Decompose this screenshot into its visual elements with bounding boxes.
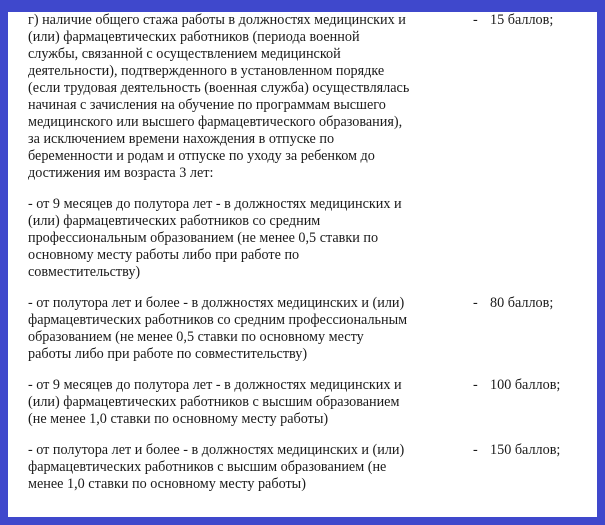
criterion-text-line: работы либо при работе по совместительству) [28, 346, 308, 362]
score-value [473, 377, 560, 394]
criterion-item [28, 442, 593, 493]
criterion-text-line: профессиональным образованием (не менее 0,5 ставки по [28, 230, 379, 246]
criterion-item [28, 377, 593, 428]
criterion-text-line: (не менее 1,0 ставки по основному месту работы) [28, 411, 329, 427]
criterion-text-line: образованием (не менее 0,5 ставки по основному месту [28, 329, 364, 345]
score-dash: - [473, 12, 478, 28]
criterion-text-line: - от полутора лет и более - в должностях медицинских и (или) [28, 295, 405, 311]
document-page [8, 12, 597, 517]
score-points: 80 баллов; [490, 295, 554, 311]
score-points: 100 баллов; [490, 377, 561, 393]
criterion-text-line: совместительству) [28, 264, 141, 280]
criterion-item [28, 12, 593, 182]
score-points: 15 баллов; [490, 12, 554, 28]
score-value [473, 12, 553, 29]
criterion-text-line: (или) фармацевтических работников со средним [28, 213, 321, 229]
criterion-text-line: начиная с зачисления на обучение по программам высшего [28, 97, 386, 113]
criterion-item [28, 196, 593, 281]
criterion-text-line: основному месту работы либо при работе по [28, 247, 300, 263]
criteria-list [28, 12, 593, 507]
criterion-text-line: менее 1,0 ставки по основному месту работы) [28, 476, 306, 492]
score-dash: - [473, 377, 478, 393]
criterion-item [28, 295, 593, 363]
criterion-text-line: за исключением времени нахождения в отпуске по [28, 131, 335, 147]
criterion-text-line: достижения им возраста 3 лет: [28, 165, 214, 181]
score-value [473, 442, 560, 459]
criterion-text-line: деятельности), подтвержденного в установленном порядке [28, 63, 385, 79]
criterion-text-line: службы, связанной с осуществлением медицинской [28, 46, 341, 62]
criterion-text-line: (или) фармацевтических работников с высшим образованием [28, 394, 400, 410]
criterion-text-line: - от полутора лет и более - в должностях медицинских и (или) [28, 442, 405, 458]
score-dash: - [473, 442, 478, 458]
criterion-text-line: (или) фармацевтических работников (периода военной [28, 29, 360, 45]
score-value [473, 295, 553, 312]
criterion-text-line: - от 9 месяцев до полутора лет - в должностях медицинских и [28, 377, 402, 393]
criterion-text-line: медицинского или высшего фармацевтического образования), [28, 114, 403, 130]
criterion-text-line: фармацевтических работников с высшим образованием (не [28, 459, 387, 475]
criterion-text-line: беременности и родам и отпуске по уходу за ребенком до [28, 148, 375, 164]
criterion-text-line: - от 9 месяцев до полутора лет - в должностях медицинских и [28, 196, 402, 212]
score-dash: - [473, 295, 478, 311]
criterion-text-line: фармацевтических работников со средним профессиональным [28, 312, 408, 328]
criterion-text-line: г) наличие общего стажа работы в должностях медицинских и [28, 12, 406, 28]
score-points: 150 баллов; [490, 442, 561, 458]
criterion-text-line: (если трудовая деятельность (военная служба) осуществлялась [28, 80, 410, 96]
